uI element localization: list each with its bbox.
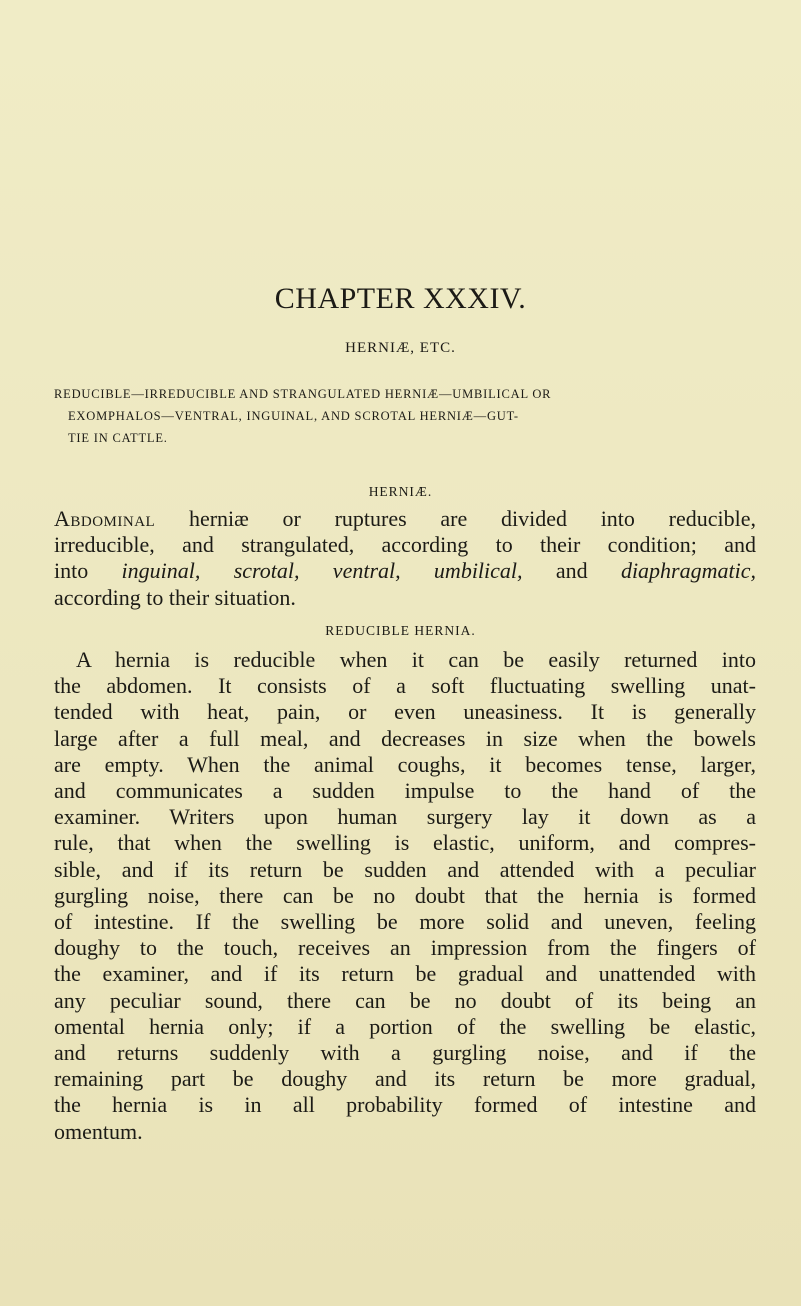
paragraph-herniae	[54, 506, 756, 611]
summary-line: EXOMPHALOS—VENTRAL, INGUINAL, AND SCROTAL HERNIÆ—GUT-	[68, 409, 519, 423]
paragraph-line: A hernia is reducible when it can be easily returned into	[76, 647, 756, 672]
paragraph-line: doughy to the touch, receives an impression from the fingers of	[54, 935, 756, 961]
paragraph-line: large after a full meal, and decreases in size when the bowels	[54, 725, 756, 751]
paragraph-line: according to their situation.	[54, 584, 296, 610]
paragraph-line: omentum.	[54, 1118, 143, 1144]
paragraph-line: examiner. Writers upon human surgery lay it down as a	[54, 804, 756, 830]
paragraph-line: are empty. When the animal coughs, it becomes tense, larger,	[54, 751, 756, 777]
paragraph-line: the hernia is in all probability formed of intestine and	[54, 1092, 756, 1118]
paragraph-line: and communicates a sudden impulse to the hand of the	[54, 778, 756, 804]
paragraph-line: and returns suddenly with a gurgling noise, and if the	[54, 1040, 756, 1066]
paragraph-line: into inguinal, scrotal, ventral, umbilical, and diaphragmatic,	[54, 558, 756, 584]
paragraph-line: any peculiar sound, there can be no doubt of its being an	[54, 987, 756, 1013]
chapter-title: CHAPTER XXXIV.	[274, 282, 527, 315]
paragraph-line: rule, that when the swelling is elastic, uniform, and compres-	[54, 830, 756, 856]
chapter-subtitle: HERNIÆ, ETC.	[345, 340, 456, 356]
paragraph-line: irreducible, and strangulated, according to their condition; and	[54, 532, 756, 558]
paragraph-line: the examiner, and if its return be gradual and unattended with	[54, 961, 756, 987]
paragraph-reducible-hernia	[54, 647, 756, 1145]
paragraph-line: omental hernia only; if a portion of the swelling be elastic,	[54, 1013, 756, 1039]
lead-word: Abdominal	[54, 506, 156, 531]
paragraph-line: of intestine. If the swelling be more solid and uneven, feeling	[54, 909, 756, 935]
summary-line: REDUCIBLE—IRREDUCIBLE AND STRANGULATED HERNIÆ—UMBILICAL OR	[54, 387, 552, 401]
paragraph-line: gurgling noise, there can be no doubt that the hernia is formed	[54, 882, 756, 908]
summary-line: TIE IN CATTLE.	[68, 431, 168, 445]
section-heading-reducible-hernia: REDUCIBLE HERNIA.	[325, 623, 476, 638]
section-heading-herniae: HERNIÆ.	[368, 484, 433, 499]
paragraph-line: remaining part be doughy and its return be more gradual,	[54, 1066, 756, 1092]
chapter-summary	[54, 383, 754, 449]
paragraph-line: Abdominal herniæ or ruptures are divided into reducible,	[54, 506, 756, 531]
paragraph-line: sible, and if its return be sudden and attended with a peculiar	[54, 856, 756, 882]
paragraph-line: tended with heat, pain, or even uneasiness. It is generally	[54, 699, 756, 725]
paragraph-line: the abdomen. It consists of a soft fluctuating swelling unat-	[54, 673, 756, 699]
